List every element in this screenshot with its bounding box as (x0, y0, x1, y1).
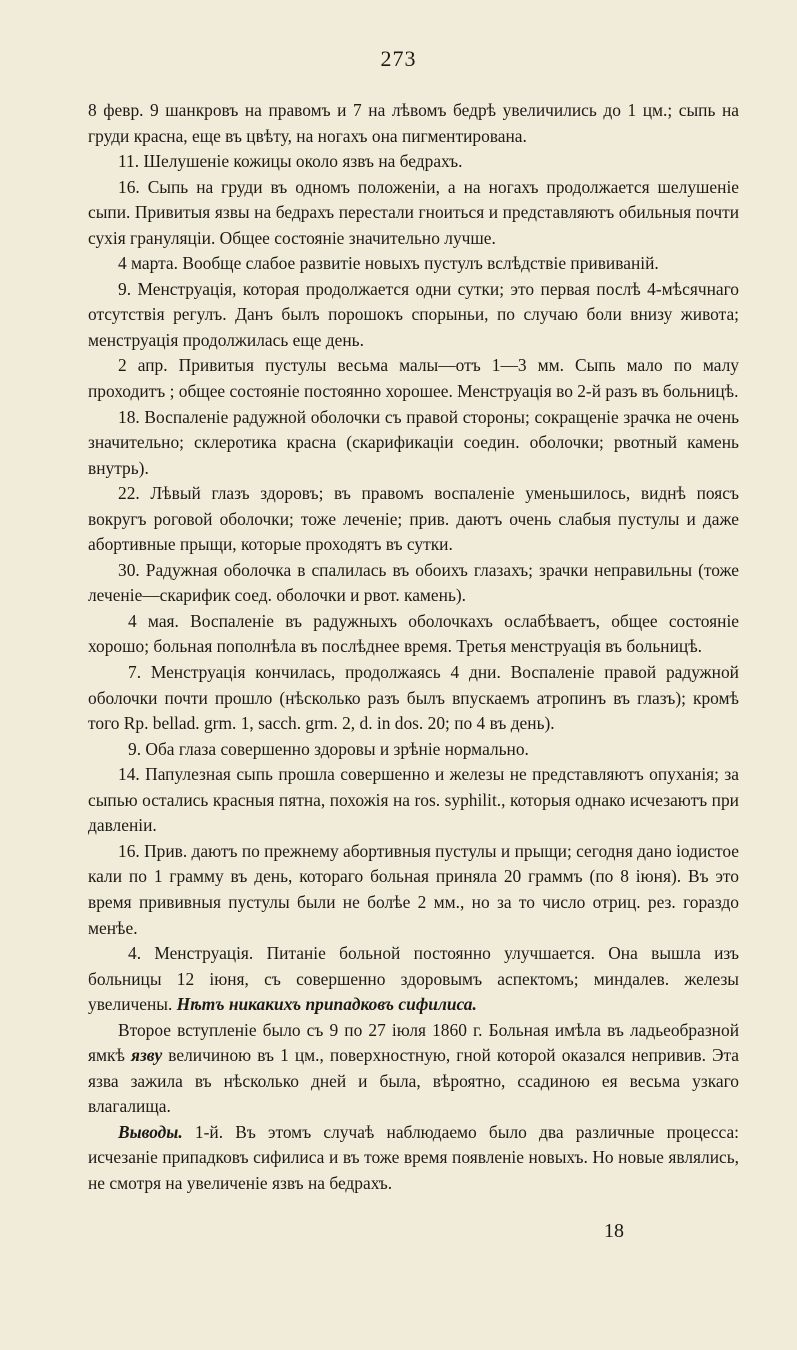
paragraph-text: 4. Менструація. Питаніе больной постоянно улучшается. Она вышла изъ больницы 12 іюня, съ совершенно здоровымъ аспектомъ; миндалев. железы увеличены. (88, 943, 739, 1015)
paragraph: 16. Прив. даютъ по прежнему абортивныя пустулы и прыщи; сегодня дано іодистое кали по 1 грамму въ день, котораго больная приняла 20 граммъ (по 8 іюня). Въ это время прививныя пустулы были не болѣе 2 мм., но за то число отриц. рез. гораздо менѣе. (88, 840, 739, 938)
emphasis-text: Нѣтъ никакихъ припадковъ сифилиса. (176, 994, 477, 1015)
paragraph: 30. Радужная оболочка в спалилась въ обоихъ глазахъ; зрачки неправильны (тоже леченіе—скарифик соед. оболочки и рвот. камень). (88, 559, 739, 606)
paragraph: 9. Менструація, которая продолжается одни сутки; это первая послѣ 4-мѣсячнаго отсутствія регулъ. Данъ былъ порошокъ спорыньи, по случаю боли внизу живота; менструація продолжилась еще день. (88, 278, 739, 350)
paragraph: 7. Менструація кончилась, продолжаясь 4 дни. Воспаленіе правой радужной оболочки почти прошло (нѣсколько разъ былъ впускаемъ атропинъ въ глазъ); кромѣ того Rp. bellad. grm. 1, sacch. grm. 2, d. in dos. 20; по 4 въ день). (88, 662, 739, 734)
page-number: 273 (380, 46, 417, 71)
paragraph (88, 1018, 739, 1120)
paragraph-text: 1-й. Въ этомъ случаѣ наблюдаемо было два различные процесса: исчезаніе припадковъ сифилиса и въ тоже время появленіе новыхъ. Но новые являлись, не смотря на увеличеніе язвъ на бедрахъ. (88, 1121, 739, 1193)
paragraph: 2 апр. Привитыя пустулы весьма малы—отъ 1—3 мм. Сыпь мало по малу проходитъ ; общее состояніе постоянно хорошее. Менструація во 2-й разъ въ больницѣ. (88, 355, 739, 402)
emphasis-text: Выводы. (118, 1121, 183, 1142)
paragraph: 14. Папулезная сыпь прошла совершенно и железы не представляютъ опуханія; за сыпью остались красныя пятна, похожія на ros. syphilit., которыя однако исчезаютъ при давленіи. (88, 764, 739, 836)
paragraph: 8 февр. 9 шанкровъ на правомъ и 7 на лѣвомъ бедрѣ увеличились до 1 цм.; сыпь на груди красна, еще въ цвѣту, на ногахъ она пигментирована. (88, 100, 739, 146)
paragraph: 11. Шелушеніе кожицы около язвъ на бедрахъ. (118, 151, 463, 172)
paragraph: 22. Лѣвый глазъ здоровъ; въ правомъ воспаленіе уменьшилось, виднѣ поясъ вокругъ роговой оболочки; тоже леченіе; прив. даютъ очень слабыя пустулы и даже абортивные прыщи, которые проходятъ въ сутки. (88, 483, 739, 555)
paragraph-text: Второе вступленіе было съ 9 по 27 іюля 1860 г. Больная имѣла въ ладьеобразной ямкѣ (88, 1019, 739, 1066)
paragraph: 4 марта. Вообще слабое развитіе новыхъ пустулъ вслѣдствіе прививаній. (118, 253, 659, 274)
paragraph (88, 941, 739, 1018)
emphasis-text: язву (130, 1045, 163, 1066)
paragraph (88, 1120, 739, 1197)
signature-mark: 18 (604, 1220, 624, 1242)
paragraph: 4 мая. Воспаленіе въ радужныхъ оболочкахъ ослабѣваетъ, общее состояніе хорошо; больная пополнѣла въ послѣднее время. Третья менструація въ больницѣ. (88, 610, 739, 657)
paragraph: 16. Сыпь на груди въ одномъ положеніи, а на ногахъ продолжается шелушеніе сыпи. Привитыя язвы на бедрахъ перестали гноиться и представляютъ обильныя почти сухія грануляціи. Общее состояніе значительно лучше. (88, 176, 739, 248)
body-text (88, 98, 739, 1197)
paragraph: 18. Воспаленіе радужной оболочки съ правой стороны; сокращеніе зрачка не очень значительно; склеротика красна (скарификаціи соедин. оболочки; рвотный камень внутрь). (88, 406, 739, 478)
paragraph-text: величиною въ 1 цм., поверхностную, гной которой оказался непривив. Эта язва зажила въ нѣсколько дней и была, вѣроятно, ссадиною ея весьма узкаго влагалища. (88, 1045, 739, 1117)
paragraph: 9. Оба глаза совершенно здоровы и зрѣніе нормально. (128, 738, 529, 759)
